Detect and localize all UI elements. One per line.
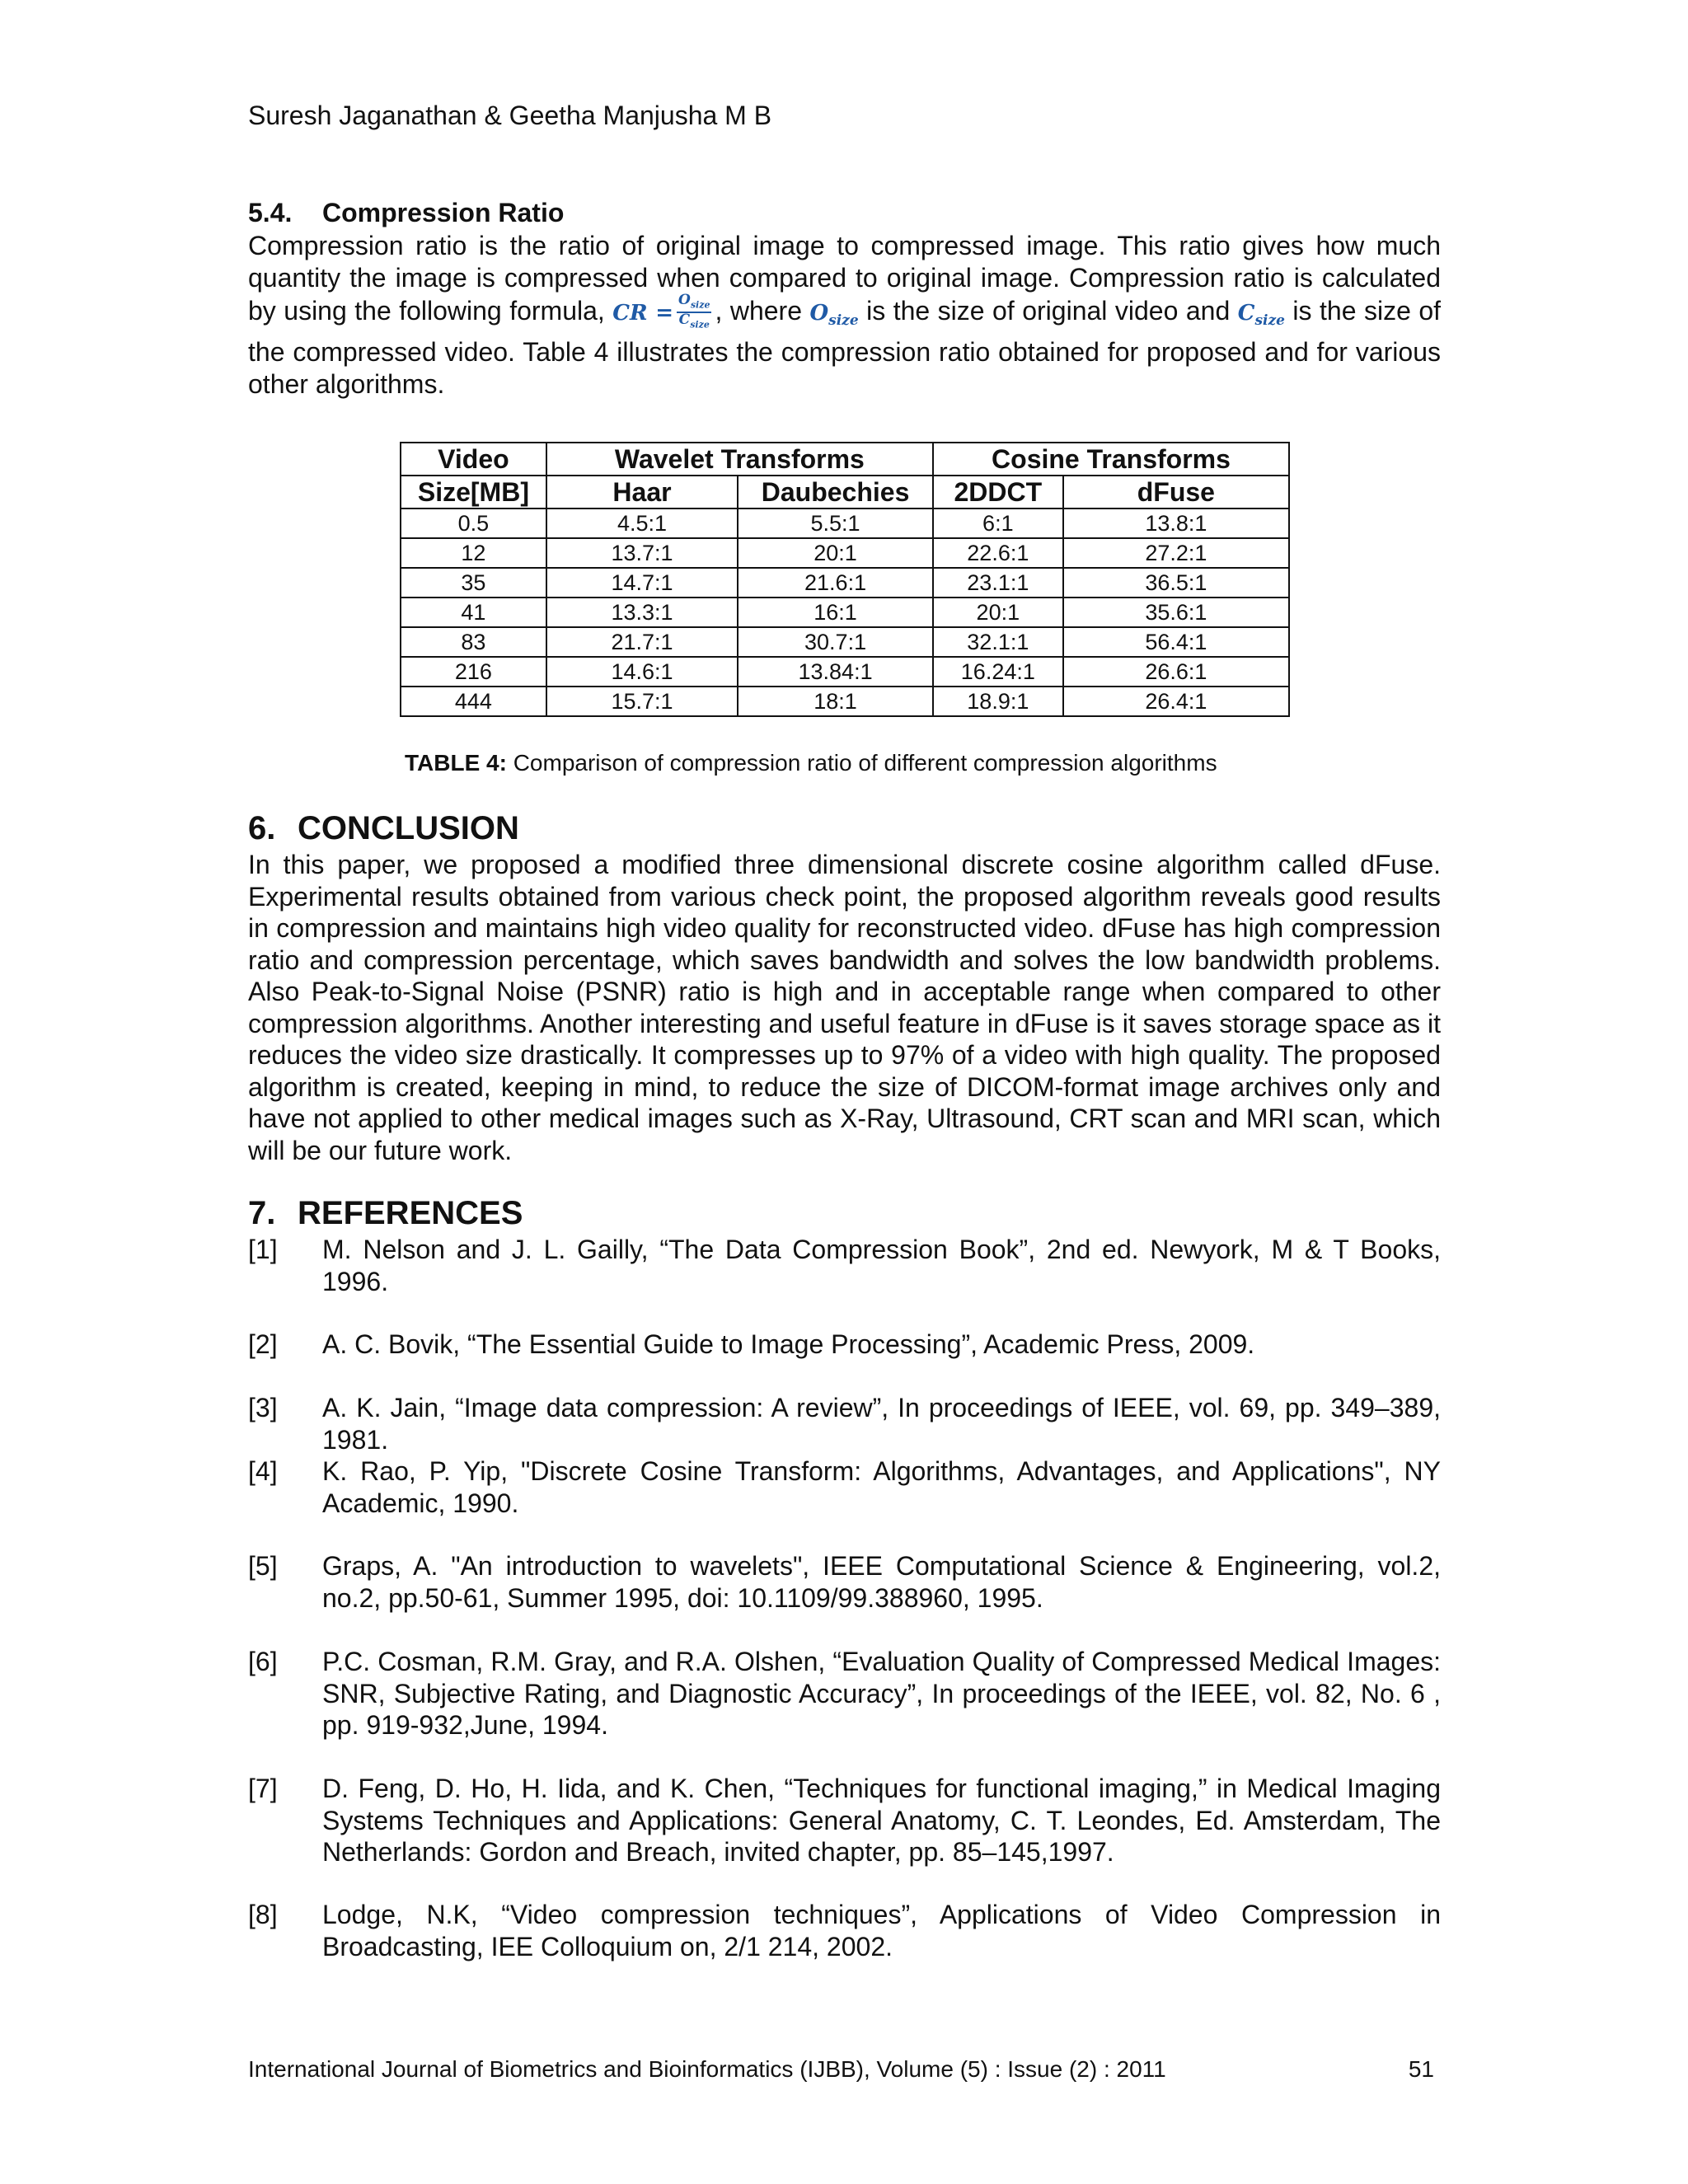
table-cell: 13.3:1 bbox=[546, 598, 738, 627]
table-cell: 216 bbox=[401, 657, 546, 687]
reference-item: [1] M. Nelson and J. L. Gailly, “The Data Compression Book”, 2nd ed. Newyork, M & T Books, 1996. bbox=[248, 1235, 1441, 1296]
table-cell: 41 bbox=[401, 598, 546, 627]
table-row bbox=[401, 687, 1289, 716]
conclusion-paragraph: In this paper, we proposed a modified three dimensional discrete cosine algorithm called dFuse. Experimental results obtained from various check point, the proposed algorithm reveals good results in compression and maintains high video quality for reconstructed video. dFuse has high compression ratio and compression percentage, which saves bandwidth and solves the low bandwidth problems. Also Peak-to-Signal Noise (PSNR) ratio is high and in acceptable range when compared to other compression algorithms. Another interesting and useful feature in dFuse is it saves storage space as it reduces the video size drastically. It compresses up to 97% of a video with high quality. The proposed algorithm is created, keeping in mind, to reduce the size of DICOM-format image archives only and have not applied to other medical images such as X-Ray, Ultrasound, CRT scan and MRI scan, which will be our future work. bbox=[248, 850, 1441, 1165]
reference-item: [4] K. Rao, P. Yip, "Discrete Cosine Transform: Algorithms, Advantages, and Applications", NY Academic, 1990. bbox=[248, 1456, 1441, 1518]
table-cell: 15.7:1 bbox=[546, 687, 738, 716]
compression-ratio-paragraph: Compression ratio is the ratio of original image to compressed image. This ratio gives how much quantity the image is compressed when compared to original image. Compression ratio is calculated by using the following formula, CR = $\frac{O_{size}}{C_{size}}$ , where $O_{size}$ is the size of original video and $C_{size}$ is the size of the compressed video. Table 4 illustrates the compression ratio obtained for proposed and for various other algorithms. bbox=[248, 231, 1442, 399]
table-cell: 83 bbox=[401, 627, 546, 657]
table-cell: 16:1 bbox=[738, 598, 933, 627]
reference-item: [7] D. Feng, D. Ho, H. Iida, and K. Chen, “Techniques for functional imaging,” in Medical Imaging Systems Techniques and Applications: General Anatomy, C. T. Leondes, Ed. Amsterdam, The Netherlands: Gordon and Breach, invited chapter, pp. 85–145,1997. bbox=[248, 1774, 1441, 1867]
table-cell: 13.84:1 bbox=[738, 657, 933, 687]
header-dfuse: dFuse bbox=[1063, 476, 1289, 509]
table-cell: 444 bbox=[401, 687, 546, 716]
header-2ddct: 2DDCT bbox=[933, 476, 1063, 509]
table-cell: 22.6:1 bbox=[933, 538, 1063, 568]
table-cell: 13.7:1 bbox=[546, 538, 738, 568]
references-title: REFERENCES bbox=[298, 1195, 523, 1231]
var-o-size: $O_{size}$ bbox=[809, 300, 859, 329]
table-caption-label: TABLE 4: bbox=[405, 750, 507, 776]
reference-item: [2] A. C. Bovik, “The Essential Guide to Image Processing”, Academic Press, 2009. bbox=[248, 1329, 1255, 1359]
running-header: Suresh Jaganathan & Geetha Manjusha M B bbox=[248, 101, 772, 130]
table-cell: 56.4:1 bbox=[1063, 627, 1289, 657]
table-cell: 14.6:1 bbox=[546, 657, 738, 687]
table-cell: 35.6:1 bbox=[1063, 598, 1289, 627]
header-video: Video bbox=[401, 443, 546, 476]
table-cell: 23.1:1 bbox=[933, 568, 1063, 598]
table-cell: 30.7:1 bbox=[738, 627, 933, 657]
table-row bbox=[401, 627, 1289, 657]
reference-item: [8] Lodge, N.K, “Video compression techniques”, Applications of Video Compression in Broadcasting, IEE Colloquium on, 2/1 214, 2002. bbox=[248, 1900, 1441, 1961]
table-cell: 27.2:1 bbox=[1063, 538, 1289, 568]
reference-item: [3] A. K. Jain, “Image data compression: A review”, In proceedings of IEEE, vol. 69, pp. 349–389, 1981. bbox=[248, 1393, 1441, 1455]
table-row bbox=[401, 538, 1289, 568]
header-haar: Haar bbox=[546, 476, 738, 509]
table-cell: 16.24:1 bbox=[933, 657, 1063, 687]
subsection-number: 5.4. bbox=[248, 198, 293, 227]
table-row bbox=[401, 568, 1289, 598]
page-number: 51 bbox=[1408, 2056, 1434, 2082]
reference-item: [5] Graps, A. "An introduction to wavelets", IEEE Computational Science & Engineering, vol.2, no.2, pp.50-61, Summer 1995, doi: 10.1109/99.388960, 1995. bbox=[248, 1551, 1441, 1613]
header-wavelet: Wavelet Transforms bbox=[546, 443, 933, 476]
table-cell: 32.1:1 bbox=[933, 627, 1063, 657]
var-c-size: $C_{size}$ bbox=[1237, 300, 1285, 329]
table-cell: 6:1 bbox=[933, 509, 1063, 538]
table-cell: 20:1 bbox=[738, 538, 933, 568]
header-size: Size[MB] bbox=[401, 476, 546, 509]
formula-fraction: $\frac{O_{size}}{C_{size}}$ bbox=[678, 292, 710, 330]
table-cell: 35 bbox=[401, 568, 546, 598]
table-cell: 14.7:1 bbox=[546, 568, 738, 598]
table-cell: 18.9:1 bbox=[933, 687, 1063, 716]
table-cell: 21.6:1 bbox=[738, 568, 933, 598]
header-cosine: Cosine Transforms bbox=[933, 443, 1289, 476]
table-cell: 12 bbox=[401, 538, 546, 568]
table-header-row-2 bbox=[401, 476, 1289, 509]
subsection-heading bbox=[248, 198, 564, 228]
table-cell: 0.5 bbox=[401, 509, 546, 538]
table-caption bbox=[405, 750, 1217, 776]
table-cell: 13.8:1 bbox=[1063, 509, 1289, 538]
conclusion-heading bbox=[248, 810, 519, 847]
reference-item: [6] P.C. Cosman, R.M. Gray, and R.A. Olshen, “Evaluation Quality of Compressed Medical Images: SNR, Subjective Rating, and Diagnostic Accuracy”, In proceedings of the IEEE, vol. 82, No. 6 , pp. 919-932,June, 1994. bbox=[248, 1647, 1441, 1740]
page-footer bbox=[248, 2056, 1441, 2083]
footer-journal: International Journal of Biometrics and Bioinformatics (IJBB), Volume (5) : Issue (2) : 2011 bbox=[248, 2056, 1166, 2082]
conclusion-title: CONCLUSION bbox=[298, 810, 519, 846]
conclusion-number: 6. bbox=[248, 810, 276, 846]
table-cell: 20:1 bbox=[933, 598, 1063, 627]
table-cell: 5.5:1 bbox=[738, 509, 933, 538]
table-cell: 26.6:1 bbox=[1063, 657, 1289, 687]
header-daubechies: Daubechies bbox=[738, 476, 933, 509]
table-cell: 26.4:1 bbox=[1063, 687, 1289, 716]
references-heading bbox=[248, 1195, 523, 1232]
table-cell: 18:1 bbox=[738, 687, 933, 716]
table-row bbox=[401, 657, 1289, 687]
subsection-title: Compression Ratio bbox=[322, 198, 565, 227]
table-row bbox=[401, 598, 1289, 627]
table-caption-text: Comparison of compression ratio of different compression algorithms bbox=[513, 750, 1217, 776]
table-cell: 4.5:1 bbox=[546, 509, 738, 538]
compression-ratio-table bbox=[400, 442, 1290, 717]
table-row bbox=[401, 509, 1289, 538]
table-header-row-1 bbox=[401, 443, 1289, 476]
references-number: 7. bbox=[248, 1195, 276, 1231]
table-cell: 36.5:1 bbox=[1063, 568, 1289, 598]
table-cell: 21.7:1 bbox=[546, 627, 738, 657]
formula-lhs: CR = bbox=[612, 300, 674, 326]
